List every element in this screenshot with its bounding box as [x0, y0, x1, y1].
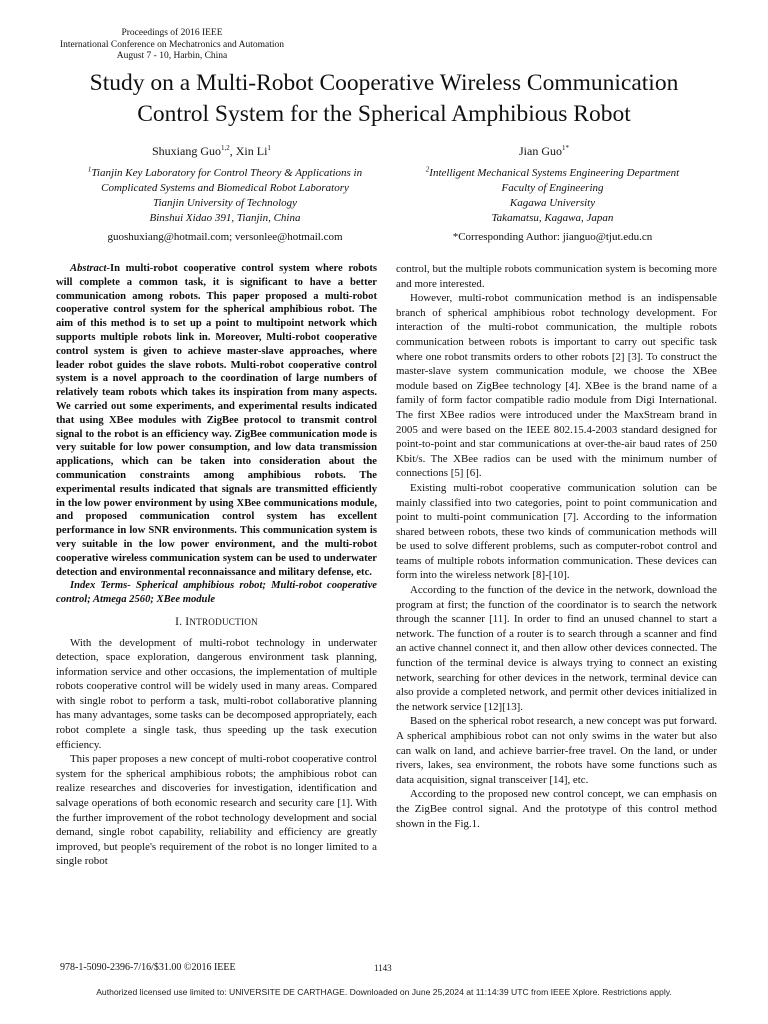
footer-isbn: 978-1-5090-2396-7/16/$31.00 ©2016 IEEE — [60, 962, 236, 973]
author-sup: 1,2 — [221, 144, 230, 152]
aff-line: Takamatsu, Kagawa, Japan — [491, 212, 614, 224]
conference-line: International Conference on Mechatronics and Automation — [60, 39, 284, 50]
title-line: Control System for the Spherical Amphibious Robot — [137, 101, 631, 127]
license-notice: Authorized licensed use limited to: UNIVERSITE DE CARTHAGE. Downloaded on June 25,2024 at 11:14:39 UTC from IEEE Xplore. Restrictions apply. — [96, 987, 672, 997]
paragraph: According to the function of the device in the network, download the program at first; the function of the coordinator is to search the network through the scanner [11]. In order to find an unused channel to start a network. The function of a router is to search through a scanner and find an active channel connect it, and then allow other devices connected. The function of the terminal device is always trying to connect an existing network, searching for other devices in the network, terminal device can also provide a completed network, and permit other devices initialized in the network service [12][13]. — [396, 584, 717, 713]
paper-title — [30, 68, 738, 130]
author-email-right: *Corresponding Author: jianguo@tjut.edu.cn — [452, 231, 653, 243]
left-column — [56, 262, 377, 869]
affiliation-left — [40, 166, 410, 226]
aff-line: Binshui Xidao 391, Tianjin, China — [149, 212, 301, 224]
aff-line: Tianjin Key Laboratory for Control Theory & Applications in — [91, 167, 363, 179]
section-numeral: I. — [175, 615, 186, 628]
author-name: Jian Guo — [519, 144, 562, 158]
aff-line: Intelligent Mechanical Systems Engineering Department — [429, 167, 680, 179]
aff-sup: 2 — [425, 165, 430, 174]
paragraph: However, multi-robot communication method is an indispensable branch of spherical amphibious robot technology development. For interaction of the multi-robot communication, the multiple robots communication between robots is important to carry out specific task where one robot transmits orders to other robots [2] [3]. To construct the master-slave system communication module, we choose the XBee module based on ZigBee technology [4]. XBee is the brand name of a family of form factor compatible radio module from Digi International. The first XBee radios were introduced under the MaxStream brand in 2005 and were based on the IEEE 802.15.4-2003 standard designed for point-to-point and star communications at over-the-air baud rates of 250 Kbit/s. The XBee radios can be used with the minimum number of connections [5] [6]. — [396, 292, 717, 480]
affiliation-right — [385, 166, 720, 226]
aff-line: Tianjin University of Technology — [152, 197, 298, 209]
paragraph: According to the proposed new control concept, we can emphasis on the ZigBee control signal. And the prototype of this control method shown in the Fig.1. — [396, 788, 717, 830]
author-name: Shuxiang Guo — [152, 144, 221, 158]
page-number: 1143 — [374, 963, 392, 973]
aff-sup: 1 — [87, 165, 92, 174]
conference-line: August 7 - 10, Harbin, China — [116, 51, 228, 61]
title-line: Study on a Multi-Robot Cooperative Wireless Communication — [89, 70, 679, 96]
paragraph: With the development of multi-robot technology in underwater detection, space exploration, dangerous environment task planning, information service and other occasions, the implementation of multiple robots cooperative control will be widely used in many areas. Compared with single robot to perform a task, multi-robot collaborative planning has many advantages, some tasks can be decomposed appropriately, each robot complete a single task, thus speeding up the task execution efficiency. — [56, 636, 377, 751]
abstract — [56, 262, 377, 579]
paragraph: control, but the multiple robots communication system is becoming more and more interested. — [396, 263, 717, 290]
aff-line: Kagawa University — [509, 197, 596, 209]
paragraph: Based on the spherical robot research, a new concept was put forward. A spherical amphibious robot can not only swims in the water but also can walk on land, and achieve barrier-free travel. On the land, or under rivers, lakes, sea environment, the robots have some functions such as data acquisition, signal transceiver [14], etc. — [396, 715, 717, 786]
abstract-text: In multi-robot cooperative control system where robots will complete a common task, it is significant to have a better communication among robots. This paper proposed a multi-robot cooperative control system for the spherical amphibious robot. The aim of this method is to set up a point to multipoint network which supports multiple robots link in. Moreover, Multi-robot cooperative control system is given to achieve master-slave approaches, where leader robot guides the slave robots. Multi-robot cooperative control system is a novel approach to the coordination of large numbers of relatively team robots which takes its inspiration from many aspects. We carried out some experiments, and experimental results indicated that using XBee modules with ZigBee protocol to transmit control signal to the robot is an efficiency way. ZigBee communication mode is very suitable for low power consumption, and low data transmission applications, which can be taken into consideration about the communication constraints among amphibious robots. The experimental results indicated that signals are transmitted efficiently in the low power environment by using XBee communications module, and proposed communication control system has excellent performance in low SNR environments. This communication system is very suitable in the low power environment, and the multi-robot cooperative wireless communication system can be used to underwater detection and environmental reconnaissance and military defense, etc. — [56, 263, 377, 578]
aff-line: Complicated Systems and Biomedical Robot Laboratory — [101, 182, 349, 194]
author-name: Xin Li — [235, 144, 268, 158]
paragraph: This paper proposes a new concept of multi-robot cooperative control system for the spherical amphibious robots; the amphibious robot can realize researches and discoveries for investigation, identification and salvage operations of both economic research and security care [1]. With the further improvement of the robot technology development and social demand, single robot capability, reliability and efficiency are greatly improved, but people's requirement of the robot is no longer limited to a single robot — [56, 753, 377, 868]
author-names-right — [519, 144, 569, 159]
author-sup: 1 — [267, 144, 271, 152]
right-column — [396, 262, 717, 831]
conference-line: Proceedings of 2016 IEEE — [121, 28, 223, 38]
author-sep: , — [229, 144, 236, 158]
abstract-lead: Abstract- — [70, 263, 111, 274]
section-heading — [56, 615, 377, 630]
index-terms: Index Terms- Spherical amphibious robot; Multi-robot cooperative control; Atmega 2560; XBee module — [56, 580, 377, 606]
conference-header — [50, 28, 294, 63]
section-first-letter: I — [185, 615, 190, 628]
author-sup: 1* — [562, 144, 569, 152]
paragraph: Existing multi-robot cooperative communication solution can be mainly classified into two categories, point to point communication and point to multi-point communication [7]. According to the information shared between robots, these two kinds of communication methods will be used to solve different problems, such as computer-robot control and teams of multiple robots information communication. These devices can form into the wireless network [8]-[10]. — [396, 481, 717, 582]
aff-line: Faculty of Engineering — [501, 182, 604, 194]
section-rest: NTRODUCTION — [189, 616, 258, 627]
author-email-left: guoshuxiang@hotmail.com; versonlee@hotmail.com — [107, 231, 343, 243]
author-names-left — [152, 144, 271, 159]
